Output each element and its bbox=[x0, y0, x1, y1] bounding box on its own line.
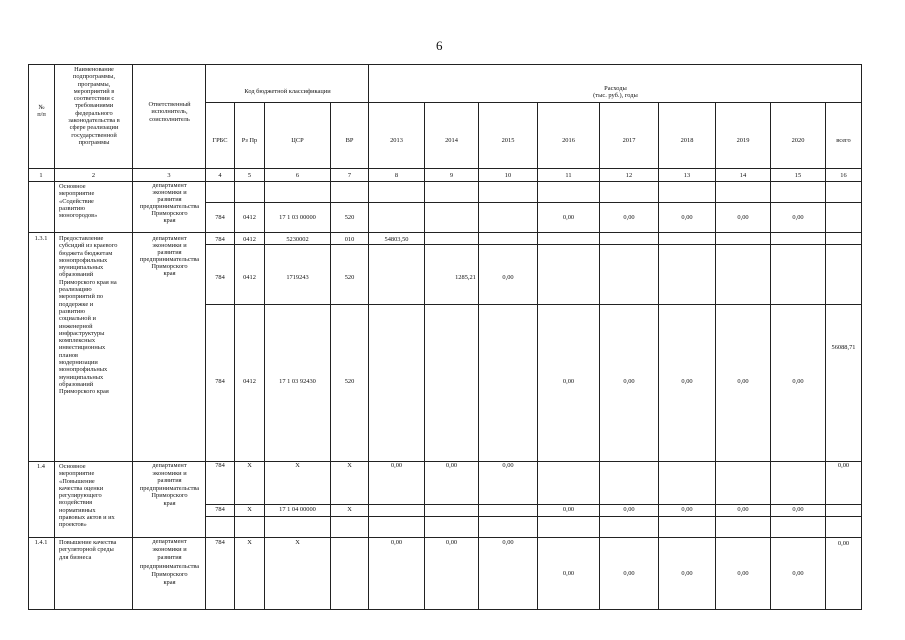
row-name: Основное мероприятие «Повышение качества оценки регулирующего воздействия нормативных правовых актов и их проектов» bbox=[59, 463, 115, 529]
row-name: Предоставление субсидий из краевого бюджета бюджетам монопрофильных муниципальных образований Приморского края на реализацию мероприятий по поддержке и развитию социальной и инженерной инфраструктуры комплексных инвестиционных планов модернизации монопрофильных муниципальных образований Приморского края bbox=[59, 235, 118, 396]
cell-2020: 0,00 bbox=[792, 378, 804, 385]
cell-2013: 0,00 bbox=[390, 462, 403, 469]
cell-2018: 0,00 bbox=[681, 214, 693, 221]
col-number: 11 bbox=[565, 172, 572, 179]
header-total: всего bbox=[836, 137, 851, 144]
col-number: 16 bbox=[840, 172, 847, 179]
cell-total: 0,00 bbox=[837, 462, 850, 469]
budget-table bbox=[28, 64, 862, 610]
cell-csr: Х bbox=[295, 539, 300, 546]
header-year: 2016 bbox=[562, 137, 575, 144]
cell-2017: 0,00 bbox=[623, 506, 635, 513]
cell-rzpr: 0412 bbox=[243, 274, 256, 281]
row-line bbox=[28, 232, 862, 233]
table-border bbox=[861, 64, 862, 610]
col-number: 15 bbox=[794, 172, 802, 179]
cell-grbs: 784 bbox=[215, 274, 225, 281]
cell-grbs: 784 bbox=[215, 214, 225, 221]
cell-2019: 0,00 bbox=[737, 570, 749, 577]
header-vr: ВР bbox=[345, 137, 354, 144]
col-line bbox=[368, 64, 369, 610]
cell-vr: 010 bbox=[344, 236, 355, 243]
cell-rzpr: 0412 bbox=[243, 378, 256, 385]
cell-2017: 0,00 bbox=[623, 378, 635, 385]
col-number: 13 bbox=[683, 172, 691, 179]
col-number: 8 bbox=[394, 172, 399, 179]
col-number: 7 bbox=[347, 172, 352, 179]
table-border bbox=[28, 609, 862, 610]
header-name: Наименование подпрограммы, программы, мероприятий в соответствии с требованиями федерального законодательства в сфере реализации государственной программы bbox=[68, 66, 120, 146]
cell-vr: 520 bbox=[344, 214, 355, 221]
cell-vr: Х bbox=[347, 462, 352, 469]
header-year: 2014 bbox=[445, 137, 458, 144]
col-number: 1 bbox=[39, 172, 43, 179]
col-number: 4 bbox=[218, 172, 222, 179]
cell-csr: 17 1 03 92430 bbox=[279, 378, 316, 385]
header-grbs: ГРБС bbox=[212, 137, 228, 144]
cell-grbs: 784 bbox=[215, 462, 225, 469]
cell-2016: 0,00 bbox=[562, 378, 575, 385]
cell-grbs: 784 bbox=[215, 236, 225, 243]
cell-2017: 0,00 bbox=[623, 570, 635, 577]
row-name: Основное мероприятие «Содействие развитию моногородов» bbox=[59, 183, 98, 220]
cell-csr: Х bbox=[295, 462, 300, 469]
row-line bbox=[205, 202, 861, 203]
col-number: 10 bbox=[504, 172, 512, 179]
cell-2014: 0,00 bbox=[445, 539, 458, 546]
cell-rzpr: 0412 bbox=[243, 214, 256, 221]
cell-2018: 0,00 bbox=[681, 506, 693, 513]
header-num: № п/п bbox=[37, 104, 46, 119]
cell-csr: 17 1 04 00000 bbox=[279, 506, 316, 513]
cell-vr: 520 bbox=[344, 274, 355, 281]
row-line bbox=[28, 168, 862, 169]
cell-vr: 520 bbox=[344, 378, 355, 385]
cell-2017: 0,00 bbox=[623, 214, 635, 221]
cell-2019: 0,00 bbox=[737, 378, 749, 385]
cell-2014: 0,00 bbox=[445, 462, 458, 469]
row-line bbox=[205, 504, 861, 505]
row-executor: департамент экономики и развития предпринимательства Приморского края bbox=[139, 182, 200, 224]
cell-2013: 54803,50 bbox=[384, 236, 409, 243]
cell-2016: 0,00 bbox=[562, 506, 575, 513]
col-number: 2 bbox=[91, 172, 96, 179]
cell-2018: 0,00 bbox=[681, 378, 693, 385]
header-budget-code: Код бюджетной классификации bbox=[244, 88, 331, 95]
cell-2015: 0,00 bbox=[502, 274, 514, 281]
cell-grbs: 784 bbox=[215, 378, 225, 385]
cell-rzpr: Х bbox=[247, 506, 252, 513]
header-year: 2015 bbox=[501, 137, 515, 144]
cell-grbs: 784 bbox=[215, 506, 225, 513]
header-year: 2013 bbox=[390, 137, 403, 144]
table-border bbox=[28, 64, 29, 610]
cell-2018: 0,00 bbox=[681, 570, 693, 577]
cell-2013: 0,00 bbox=[390, 539, 403, 546]
row-number: 1.3.1 bbox=[34, 235, 48, 242]
col-number: 9 bbox=[449, 172, 454, 179]
cell-2020: 0,00 bbox=[792, 506, 804, 513]
header-rzpr: Рз Пр bbox=[241, 137, 258, 144]
table-border bbox=[28, 64, 862, 65]
cell-2014: 1285,21 bbox=[455, 274, 476, 281]
header-expenses: Расходы (тыс. руб.), годы bbox=[593, 85, 638, 100]
col-number: 12 bbox=[625, 172, 633, 179]
row-executor: департамент экономики и развития предпринимательства Приморского края bbox=[139, 235, 200, 277]
cell-2015: 0,00 bbox=[502, 539, 514, 546]
cell-2020: 0,00 bbox=[792, 570, 804, 577]
cell-rzpr: Х bbox=[247, 462, 252, 469]
cell-csr: 1719243 bbox=[286, 274, 309, 281]
cell-csr: 5230002 bbox=[286, 236, 309, 243]
cell-2019: 0,00 bbox=[737, 214, 749, 221]
cell-2015: 0,00 bbox=[502, 462, 514, 469]
row-line bbox=[205, 304, 861, 305]
row-name: Повышение качества регуляторной среды для бизнеса bbox=[59, 539, 117, 561]
cell-rzpr: 0412 bbox=[243, 236, 256, 243]
row-executor: департамент экономики и развития предпринимательства Приморского края bbox=[139, 462, 200, 507]
row-number: 1.4 bbox=[37, 463, 45, 470]
col-number: 3 bbox=[167, 172, 171, 179]
col-line bbox=[205, 64, 206, 610]
cell-2016: 0,00 bbox=[562, 214, 575, 221]
row-line bbox=[205, 102, 861, 103]
row-number: 1.4.1 bbox=[34, 539, 48, 546]
header-csr: ЦСР bbox=[291, 137, 304, 144]
header-year: 2019 bbox=[736, 137, 750, 144]
col-number: 6 bbox=[295, 172, 300, 179]
header-executor: Ответственный исполнитель, соисполнитель bbox=[148, 101, 191, 123]
cell-2016: 0,00 bbox=[562, 570, 575, 577]
row-executor: департамент экономики и развития предпринимательства Приморского края bbox=[139, 538, 200, 587]
header-year: 2018 bbox=[680, 137, 694, 144]
col-number: 5 bbox=[247, 172, 252, 179]
col-number: 14 bbox=[739, 172, 747, 179]
header-year: 2020 bbox=[791, 137, 805, 144]
cell-2020: 0,00 bbox=[792, 214, 804, 221]
cell-rzpr: Х bbox=[247, 539, 252, 546]
page-number: 6 bbox=[436, 38, 443, 53]
cell-2019: 0,00 bbox=[737, 506, 749, 513]
header-year: 2017 bbox=[622, 137, 636, 144]
cell-total: 0,00 bbox=[837, 540, 850, 547]
cell-total: 56088,71 bbox=[831, 344, 856, 351]
cell-grbs: 784 bbox=[215, 539, 225, 546]
row-line bbox=[205, 516, 861, 517]
cell-vr: Х bbox=[347, 506, 352, 513]
row-line bbox=[205, 244, 861, 245]
cell-csr: 17 1 03 00000 bbox=[279, 214, 316, 221]
